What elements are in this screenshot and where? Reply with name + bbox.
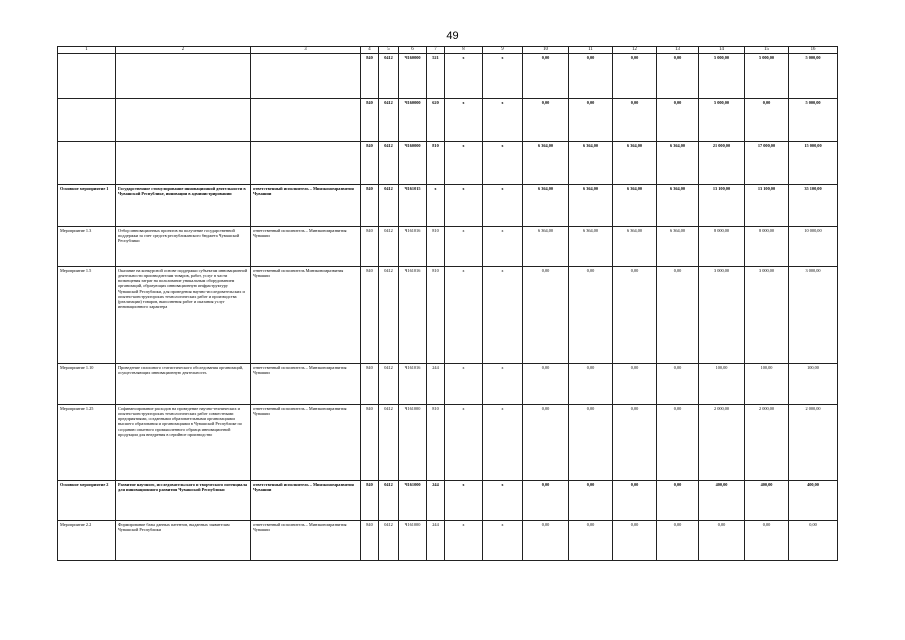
event-name: Софинансирование расходов на проведение научно-технических и опытно-конструкторских технологических работ совместными предприятиями, созданными образовательными организациями высшего образования и организациями в Чувашской Республике по созданию опытного промышленного образца инновационной продукции для внедрения в серийное производство: [116, 405, 251, 481]
target-article-code: Ч161000: [399, 481, 427, 521]
section-code: 0412: [379, 521, 399, 561]
value: 35 100,00: [789, 185, 838, 227]
event-name: Государственное стимулирование инновационной деятельности в Чувашской Республике, инновации в администрировании: [116, 185, 251, 227]
expense-type-code: 521: [427, 54, 445, 99]
value: 6 364,00: [613, 185, 657, 227]
column-number: 2: [116, 47, 251, 54]
value: 0,00: [789, 521, 838, 561]
grbs-code: 840: [361, 227, 379, 267]
grbs-code: 840: [361, 364, 379, 405]
value: 6 364,00: [523, 227, 569, 267]
event-name: Проведение сплошного статистического обследования организаций, осуществляющих инновационную деятельность: [116, 364, 251, 405]
column-number: 1: [58, 47, 116, 54]
column-number: 9: [483, 47, 523, 54]
cell-x: x: [483, 267, 523, 364]
event-code: Мероприятие 2.2: [58, 521, 116, 561]
expense-type-code: 810: [427, 227, 445, 267]
table-row: [58, 227, 838, 267]
cell-x: x: [445, 364, 483, 405]
value: 2 000,00: [699, 405, 745, 481]
column-number-row: [58, 47, 838, 54]
value: 0,00: [657, 521, 699, 561]
value: 0,00: [523, 521, 569, 561]
table-row: [58, 54, 838, 99]
target-article-code: Ч161015: [399, 185, 427, 227]
event-name: Отбор инновационных проектов на получение государственной поддержки за счет средств республиканского бюджета Чувашской Республики: [116, 227, 251, 267]
cell-x: x: [483, 185, 523, 227]
value: 3 000,00: [699, 267, 745, 364]
value: 0,00: [523, 481, 569, 521]
value: 5 000,00: [789, 99, 838, 142]
value: 0,00: [657, 481, 699, 521]
grbs-code: 840: [361, 142, 379, 185]
value: 13 100,00: [745, 185, 789, 227]
value: 6 364,00: [613, 142, 657, 185]
value: 5 000,00: [745, 54, 789, 99]
value: 6 364,00: [569, 227, 613, 267]
page-number: 49: [446, 30, 459, 42]
value: 21 000,00: [699, 142, 745, 185]
responsible-executor: ответственный исполнитель – Минэкономразвития Чувашии: [251, 481, 361, 521]
cell-x: x: [483, 481, 523, 521]
section-code: 0412: [379, 54, 399, 99]
value: 0,00: [613, 521, 657, 561]
event-code: Мероприятие 1.3: [58, 227, 116, 267]
value: 8 000,00: [745, 227, 789, 267]
target-article-code: Ч161000: [399, 521, 427, 561]
target-article-code: Ч161016: [399, 227, 427, 267]
value: 400,00: [699, 481, 745, 521]
section-code: 0412: [379, 405, 399, 481]
value: 6 364,00: [613, 227, 657, 267]
budget-table: [57, 46, 838, 561]
grbs-code: 840: [361, 185, 379, 227]
value: 0,00: [657, 364, 699, 405]
cell-x: x: [483, 227, 523, 267]
value: 0,00: [613, 99, 657, 142]
table-row: [58, 99, 838, 142]
value: 100,00: [789, 364, 838, 405]
column-number: 12: [613, 47, 657, 54]
section-code: 0412: [379, 267, 399, 364]
value: 0,00: [613, 405, 657, 481]
event-code: Мероприятие 1.10: [58, 364, 116, 405]
grbs-code: 840: [361, 405, 379, 481]
value: 0,00: [613, 481, 657, 521]
cell-x: x: [445, 185, 483, 227]
cell-x: x: [483, 54, 523, 99]
value: 10 000,00: [789, 227, 838, 267]
event-code: Основное мероприятие 2: [58, 481, 116, 521]
event-code: [58, 99, 116, 142]
value: 6 364,00: [657, 185, 699, 227]
value: 0,00: [523, 54, 569, 99]
expense-type-code: 244: [427, 364, 445, 405]
expense-type-code: 620: [427, 99, 445, 142]
value: 0,00: [523, 364, 569, 405]
value: 0,00: [613, 364, 657, 405]
responsible-executor: ответственный исполнитель – Минэкономразвития Чувашии: [251, 364, 361, 405]
cell-x: x: [483, 142, 523, 185]
value: 8 000,00: [699, 227, 745, 267]
table-row: [58, 481, 838, 521]
cell-x: x: [445, 54, 483, 99]
event-code: Основное мероприятие 1: [58, 185, 116, 227]
grbs-code: 840: [361, 481, 379, 521]
column-number: 7: [427, 47, 445, 54]
value: 0,00: [523, 405, 569, 481]
column-number: 13: [657, 47, 699, 54]
event-code: [58, 142, 116, 185]
target-article-code: Ч160000: [399, 54, 427, 99]
value: 13 100,00: [699, 185, 745, 227]
cell-x: x: [445, 267, 483, 364]
responsible-executor: ответственный исполнитель – Минэкономразвития Чувашии: [251, 185, 361, 227]
section-code: 0412: [379, 364, 399, 405]
column-number: 6: [399, 47, 427, 54]
value: 0,00: [569, 521, 613, 561]
table-row: [58, 185, 838, 227]
expense-type-code: 244: [427, 521, 445, 561]
responsible-executor: ответственный исполнитель – Минэкономразвития Чувашии: [251, 521, 361, 561]
value: 5 000,00: [699, 99, 745, 142]
column-number: 5: [379, 47, 399, 54]
event-code: Мероприятие 1.5: [58, 267, 116, 364]
cell-x: x: [483, 521, 523, 561]
value: 400,00: [745, 481, 789, 521]
section-code: 0412: [379, 227, 399, 267]
section-code: 0412: [379, 185, 399, 227]
value: 0,00: [569, 364, 613, 405]
value: 0,00: [569, 99, 613, 142]
table-row: [58, 521, 838, 561]
target-article-code: Ч160000: [399, 99, 427, 142]
value: 3 000,00: [789, 267, 838, 364]
expense-type-code: 810: [427, 405, 445, 481]
value: 0,00: [569, 405, 613, 481]
table-row: [58, 364, 838, 405]
column-number: 10: [523, 47, 569, 54]
table-row: [58, 142, 838, 185]
responsible-executor: ответственный исполнитель Минэкономразвития Чувашии: [251, 267, 361, 364]
target-article-code: Ч161016: [399, 267, 427, 364]
event-name: Оказание на конкурсной основе поддержки субъектам инновационной деятельности производителям товаров, работ, услуг в части возмещения затрат на пользование уникальным оборудованием организаций, образующих инновационную инфраструктуру Чувашской Республики, для проведения научно-исследовательских и опытно-конструкторских технологических работ и производства (реализации) товаров, выполнения работ и оказания услуг инновационного характера: [116, 267, 251, 364]
responsible-executor: [251, 142, 361, 185]
column-number: 3: [251, 47, 361, 54]
target-article-code: Ч160000: [399, 142, 427, 185]
grbs-code: 840: [361, 521, 379, 561]
cell-x: x: [445, 405, 483, 481]
grbs-code: 840: [361, 99, 379, 142]
value: 6 364,00: [523, 142, 569, 185]
value: 3 000,00: [745, 267, 789, 364]
value: 6 364,00: [657, 227, 699, 267]
value: 5 000,00: [789, 54, 838, 99]
cell-x: x: [483, 364, 523, 405]
value: 0,00: [523, 267, 569, 364]
value: 0,00: [657, 99, 699, 142]
event-code: Мероприятие 1.25: [58, 405, 116, 481]
value: 0,00: [699, 521, 745, 561]
value: 100,00: [745, 364, 789, 405]
value: 0,00: [657, 54, 699, 99]
cell-x: x: [445, 227, 483, 267]
column-number: 8: [445, 47, 483, 54]
cell-x: x: [483, 405, 523, 481]
target-article-code: Ч161000: [399, 405, 427, 481]
value: 0,00: [569, 267, 613, 364]
column-number: 4: [361, 47, 379, 54]
column-number: 15: [745, 47, 789, 54]
value: 6 364,00: [657, 142, 699, 185]
expense-type-code: 810: [427, 267, 445, 364]
event-name: [116, 142, 251, 185]
responsible-executor: ответственный исполнитель – Минэкономразвития Чувашии: [251, 227, 361, 267]
section-code: 0412: [379, 99, 399, 142]
value: 6 364,00: [569, 185, 613, 227]
value: 6 364,00: [523, 185, 569, 227]
cell-x: x: [483, 99, 523, 142]
expense-type-code: 810: [427, 142, 445, 185]
value: 400,00: [789, 481, 838, 521]
value: 0,00: [657, 405, 699, 481]
value: 100,00: [699, 364, 745, 405]
value: 0,00: [523, 99, 569, 142]
section-code: 0412: [379, 142, 399, 185]
target-article-code: Ч161016: [399, 364, 427, 405]
event-name: Развитие научного, исследовательского и творческого потенциала для инновационного развития Чувашской Республики: [116, 481, 251, 521]
cell-x: x: [445, 521, 483, 561]
value: 0,00: [613, 54, 657, 99]
value: 6 364,00: [569, 142, 613, 185]
value: 2 000,00: [745, 405, 789, 481]
value: 0,00: [745, 99, 789, 142]
grbs-code: 840: [361, 267, 379, 364]
event-name: [116, 54, 251, 99]
value: 0,00: [613, 267, 657, 364]
event-name: [116, 99, 251, 142]
grbs-code: 840: [361, 54, 379, 99]
cell-x: x: [445, 142, 483, 185]
event-name: Формирование базы данных патентов, выданных заявителям Чувашской Республики: [116, 521, 251, 561]
value: 0,00: [745, 521, 789, 561]
table-row: [58, 267, 838, 364]
section-code: 0412: [379, 481, 399, 521]
value: 15 000,00: [789, 142, 838, 185]
value: 0,00: [569, 54, 613, 99]
responsible-executor: [251, 54, 361, 99]
value: 5 000,00: [699, 54, 745, 99]
column-number: 11: [569, 47, 613, 54]
responsible-executor: [251, 99, 361, 142]
expense-type-code: 244: [427, 481, 445, 521]
cell-x: x: [445, 481, 483, 521]
responsible-executor: ответственный исполнитель – Минэкономразвития Чувашии: [251, 405, 361, 481]
column-number: 16: [789, 47, 838, 54]
cell-x: x: [445, 99, 483, 142]
table-row: [58, 405, 838, 481]
value: 2 000,00: [789, 405, 838, 481]
value: 17 000,00: [745, 142, 789, 185]
column-number: 14: [699, 47, 745, 54]
value: 0,00: [657, 267, 699, 364]
value: 0,00: [569, 481, 613, 521]
event-code: [58, 54, 116, 99]
expense-type-code: x: [427, 185, 445, 227]
